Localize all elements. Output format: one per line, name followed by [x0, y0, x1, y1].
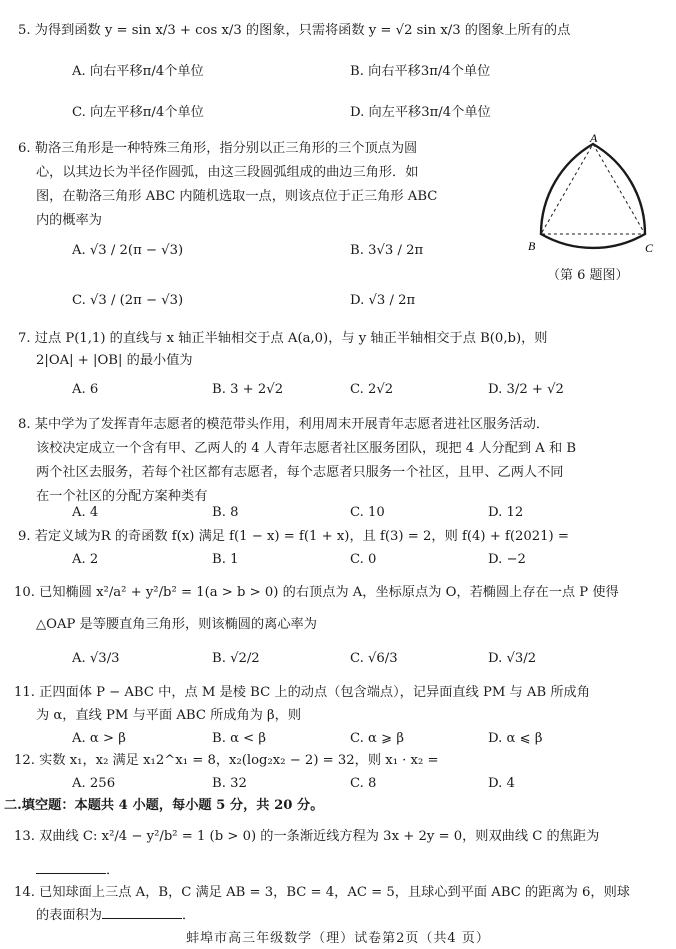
q10-option-d: D. √3/2	[488, 651, 537, 666]
q5-stem: 5. 为得到函数 y = sin x/3 + cos x/3 的图象，只需将函数 y = √2 sin x/3 的图象上所有的点	[18, 23, 571, 38]
q8-option-a: A. 4	[72, 505, 99, 520]
reuleaux-triangle-diagram	[528, 134, 658, 264]
q6-line-1: 6. 勒洛三角形是一种特殊三角形，指分别以正三角形的三个顶点为圆	[18, 141, 418, 156]
q7-option-a: A. 6	[72, 382, 99, 397]
q9-option-b: B. 1	[212, 552, 239, 567]
q12-option-b: B. 32	[212, 776, 247, 791]
q6-option-a: A. √3 / 2(π − √3)	[72, 243, 184, 258]
q10-option-b: B. √2/2	[212, 651, 260, 666]
q5-option-a: A. 向右平移π/4个单位	[72, 64, 204, 79]
q6-line-2: 心，以其边长为半径作圆弧，由这三段圆弧组成的曲边三角形．如	[36, 165, 419, 180]
q5-option-b: B. 向右平移3π/4个单位	[350, 64, 491, 79]
q8-option-b: B. 8	[212, 505, 239, 520]
q10-line-1: 10. 已知椭圆 x²/a² + y²/b² = 1(a > b > 0) 的右顶点为 A，坐标原点为 O，若椭圆上存在一点 P 使得	[14, 585, 619, 600]
figure-caption: （第 6 题图）	[547, 268, 629, 283]
q8-line-4: 在一个社区的分配方案种类有	[36, 489, 208, 504]
q7-line-2: 2|OA| + |OB| 的最小值为	[36, 353, 193, 368]
q10-option-c: C. √6/3	[350, 651, 398, 666]
q8-option-d: D. 12	[488, 505, 524, 520]
q13-period: ．	[106, 863, 120, 878]
q11-line-2: 为 α，直线 PM 与平面 ABC 所成角为 β，则	[36, 708, 302, 723]
q10-option-a: A. √3/3	[72, 651, 120, 666]
q8-line-1: 8. 某中学为了发挥青年志愿者的模范带头作用，利用周末开展青年志愿者进社区服务活动．	[18, 417, 550, 432]
vertex-label-c: C	[645, 241, 654, 255]
reuleaux-arc-outline	[541, 144, 645, 248]
q5-option-c: C. 向左平移π/4个单位	[72, 105, 204, 120]
q8-line-2: 该校决定成立一个含有甲、乙两人的 4 人青年志愿者社区服务团队，现把 4 人分配到 A 和 B	[36, 441, 577, 456]
q13-answer-line	[36, 861, 119, 880]
q14-line-2	[36, 906, 195, 925]
vertex-label-b: B	[528, 239, 536, 253]
q13-line-1: 13. 双曲线 C: x²/4 − y²/b² = 1 (b > 0) 的一条渐近线方程为 3x + 2y = 0，则双曲线 C 的焦距为	[14, 829, 600, 844]
q9-option-c: C. 0	[350, 552, 377, 567]
q6-line-3: 图，在勒洛三角形 ABC 内随机选取一点，则该点位于正三角形 ABC	[36, 189, 438, 204]
q12-option-c: C. 8	[350, 776, 377, 791]
section-2-heading: 二.填空题：本题共 4 小题，每小题 5 分，共 20 分。	[4, 798, 324, 813]
q6-option-d: D. √3 / 2π	[350, 293, 416, 308]
q10-line-2: △OAP 是等腰直角三角形，则该椭圆的离心率为	[36, 617, 317, 632]
q8-option-c: C. 10	[350, 505, 385, 520]
page-footer: 蚌埠市高三年级数学（理）试卷第2页（共4 页）	[186, 931, 490, 946]
q6-line-4: 内的概率为	[36, 213, 102, 228]
q13-answer-blank[interactable]	[36, 861, 106, 874]
q14-period: ．	[181, 908, 196, 923]
q9-line-1: 9. 若定义域为R 的奇函数 f(x) 满足 f(1 − x) = f(1 + x)，且 f(3) = 2，则 f(4) + f(2021) =	[18, 529, 569, 544]
q11-line-1: 11. 正四面体 P − ABC 中，点 M 是棱 BC 上的动点（包含端点），记异面直线 PM 与 AB 所成角	[14, 685, 590, 700]
q9-option-a: A. 2	[72, 552, 99, 567]
q8-line-3: 两个社区去服务，若每个社区都有志愿者，每个志愿者只服务一个社区，且甲、乙两人不同	[36, 465, 564, 480]
q14-answer-blank[interactable]	[102, 906, 182, 919]
q7-option-c: C. 2√2	[350, 382, 394, 397]
q7-option-d: D. 3/2 + √2	[488, 382, 564, 397]
q14-line-1: 14. 已知球面上三点 A，B，C 满足 AB = 3，BC = 4，AC = 5，且球心到平面 ABC 的距离为 6，则球	[14, 885, 630, 900]
vertex-label-a: A	[590, 134, 598, 145]
q11-option-b: B. α < β	[212, 731, 267, 746]
q7-line-1: 7. 过点 P(1,1) 的直线与 x 轴正半轴相交于点 A(a,0)，与 y 轴正半轴相交于点 B(0,b)，则	[18, 331, 548, 346]
q7-option-b: B. 3 + 2√2	[212, 382, 284, 397]
q11-option-a: A. α > β	[72, 731, 126, 746]
q5-option-d: D. 向左平移3π/4个单位	[350, 105, 491, 120]
q9-option-d: D. −2	[488, 552, 526, 567]
q11-option-d: D. α ⩽ β	[488, 731, 543, 746]
q6-option-c: C. √3 / (2π − √3)	[72, 293, 184, 308]
q6-option-b: B. 3√3 / 2π	[350, 243, 424, 258]
q12-option-a: A. 256	[72, 776, 116, 791]
equilateral-triangle-dashed	[541, 144, 645, 234]
q12-option-d: D. 4	[488, 776, 515, 791]
q14-prefix: 的表面积为	[36, 908, 102, 923]
q12-line-1: 12. 实数 x₁，x₂ 满足 x₁2^x₁ = 8，x₂(log₂x₂ − 2) = 32，则 x₁ · x₂ =	[14, 753, 439, 768]
q11-option-c: C. α ⩾ β	[350, 731, 404, 746]
